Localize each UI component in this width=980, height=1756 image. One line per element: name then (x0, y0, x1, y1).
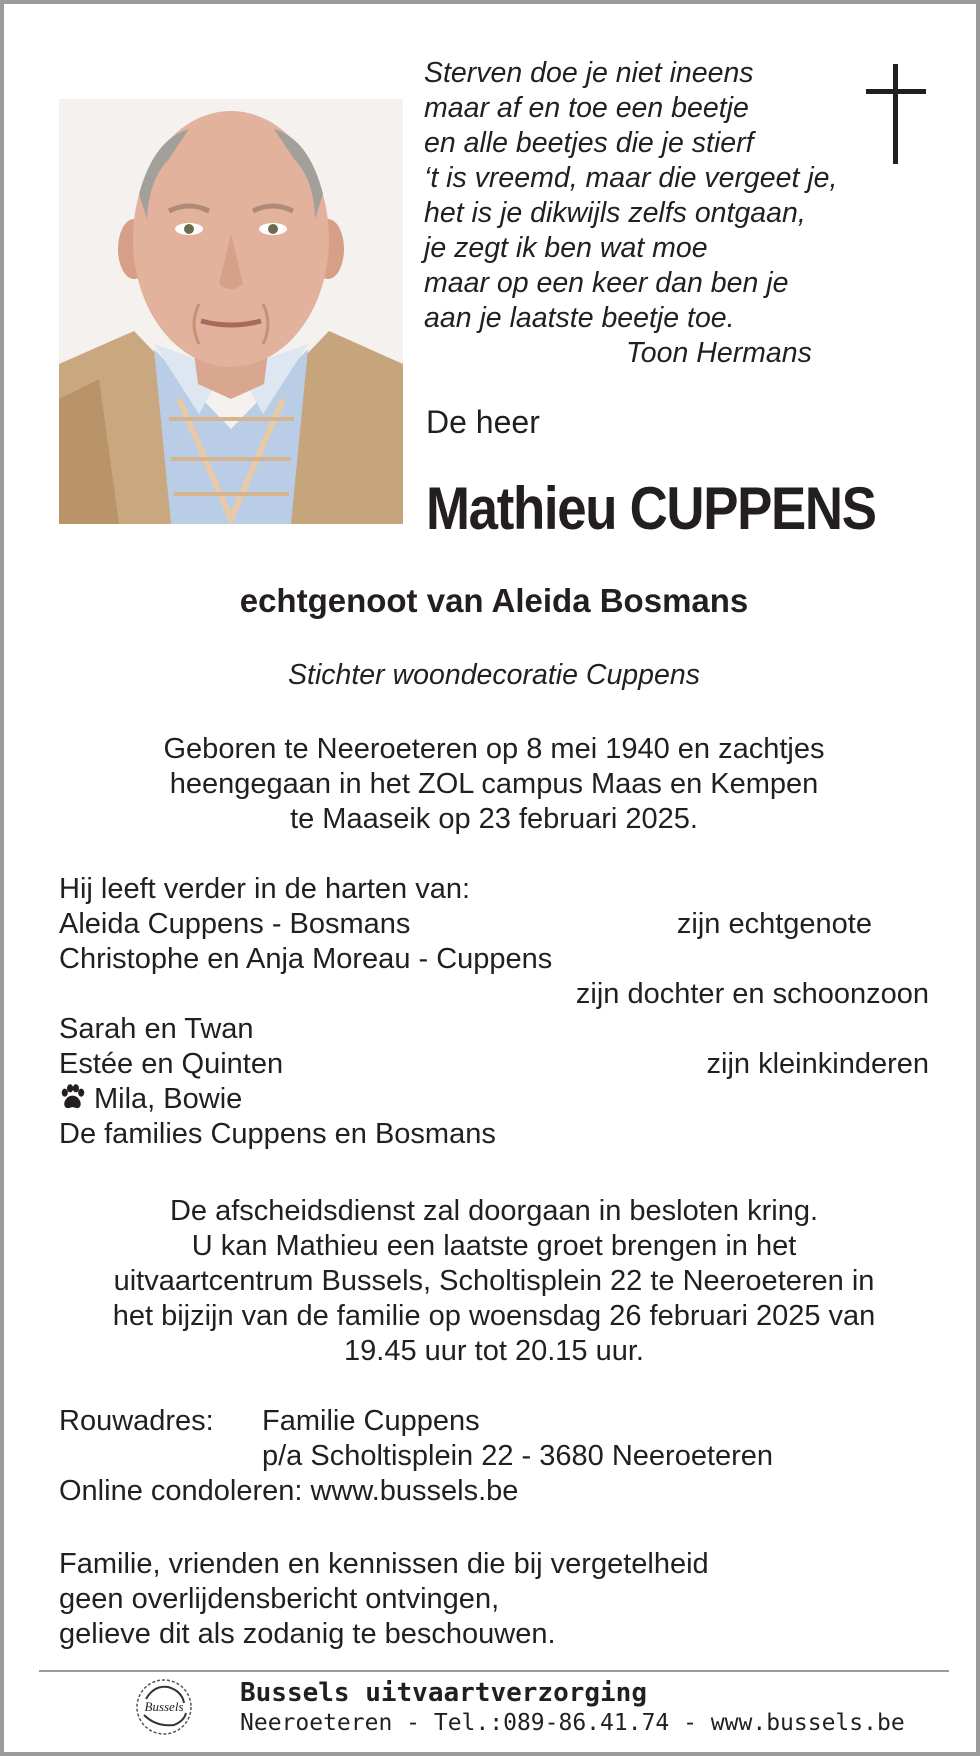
survivors-list (59, 872, 929, 1152)
survivor-name: Sarah en Twan (59, 1013, 254, 1045)
online-condolence: Online condoleren: www.bussels.be (59, 1475, 519, 1507)
survivor-name: Christophe en Anja Moreau - Cuppens (59, 943, 553, 975)
survivor-name: Aleida Cuppens - Bosmans (59, 908, 411, 940)
survivor-relation: zijn dochter en schoonzoon (575, 978, 929, 1010)
list-item (59, 1012, 929, 1047)
survivor-name: De families Cuppens en Bosmans (59, 1118, 496, 1150)
list-item (59, 1117, 929, 1152)
service-line: uitvaartcentrum Bussels, Scholtisplein 22 te Neeroeteren in (113, 1265, 875, 1297)
closing-notice (59, 1547, 929, 1652)
notice-line: geen overlijdensbericht ontvingen, (59, 1583, 500, 1615)
list-item (59, 1047, 929, 1082)
list-item (59, 1082, 929, 1117)
address-street: p/a Scholtisplein 22 - 3680 Neeroeteren (262, 1440, 774, 1472)
service-line: 19.45 uur tot 20.15 uur. (344, 1335, 644, 1367)
portrait-photo (59, 99, 403, 524)
company-contact: Neeroeteren - Tel.:089-86.41.74 - www.bussels.be (240, 1710, 905, 1736)
deceased-name: Mathieu CUPPENS (426, 475, 876, 542)
list-item (59, 907, 929, 942)
poem-line: Sterven doe je niet ineens (424, 57, 754, 89)
poem-line: ‘t is vreemd, maar die vergeet je, (424, 162, 838, 194)
birth-death-line: Geboren te Neeroeteren op 8 mei 1940 en zachtjes (163, 733, 825, 765)
notice-line: gelieve dit als zodanig te beschouwen. (59, 1618, 556, 1650)
survivor-relation: zijn echtgenote (676, 908, 872, 940)
address-row (59, 1404, 929, 1439)
mourning-address (59, 1404, 929, 1509)
service-info (59, 1194, 929, 1369)
birth-death-info (59, 732, 929, 837)
list-item (59, 977, 929, 1012)
paw-icon (59, 1084, 86, 1111)
poem-author: Toon Hermans (626, 337, 812, 369)
notice-line: Familie, vrienden en kennissen die bij vergetelheid (59, 1548, 709, 1580)
company-name: Bussels uitvaartverzorging (240, 1678, 647, 1708)
survivor-relation: zijn kleinkinderen (706, 1048, 929, 1080)
birth-death-line: heengegaan in het ZOL campus Maas en Kempen (169, 768, 819, 800)
svg-text:Bussels: Bussels (144, 1699, 184, 1714)
address-recipient: Familie Cuppens (262, 1405, 480, 1437)
bussels-logo-icon (134, 1677, 194, 1737)
role-line: Stichter woondecoratie Cuppens (288, 659, 700, 691)
poem-line: aan je laatste beetje toe. (424, 302, 735, 334)
survivor-name: Estée en Quinten (59, 1048, 284, 1080)
pet-names: Mila, Bowie (94, 1083, 243, 1115)
poem-line: maar af en toe een beetje (424, 92, 749, 124)
poem-line: en alle beetjes die je stierf (424, 127, 754, 159)
service-line: U kan Mathieu een laatste groet brengen in het (191, 1230, 797, 1262)
memorial-poem (424, 56, 884, 371)
address-row (59, 1439, 929, 1474)
poem-line: maar op een keer dan ben je (424, 267, 789, 299)
footer-divider (39, 1670, 949, 1672)
service-line: het bijzijn van de familie op woensdag 26 februari 2025 van (112, 1300, 876, 1332)
birth-death-line: te Maaseik op 23 februari 2025. (290, 803, 698, 835)
list-item (59, 942, 929, 977)
poem-line: het is je dikwijls zelfs ontgaan, (424, 197, 806, 229)
survivors-intro: Hij leeft verder in de harten van: (59, 873, 471, 905)
poem-line: je zegt ik ben wat moe (424, 232, 708, 264)
honorific: De heer (426, 404, 540, 440)
service-line: De afscheidsdienst zal doorgaan in besloten kring. (169, 1195, 819, 1227)
address-label: Rouwadres: (59, 1405, 214, 1437)
spouse-line: echtgenoot van Aleida Bosmans (239, 582, 749, 619)
